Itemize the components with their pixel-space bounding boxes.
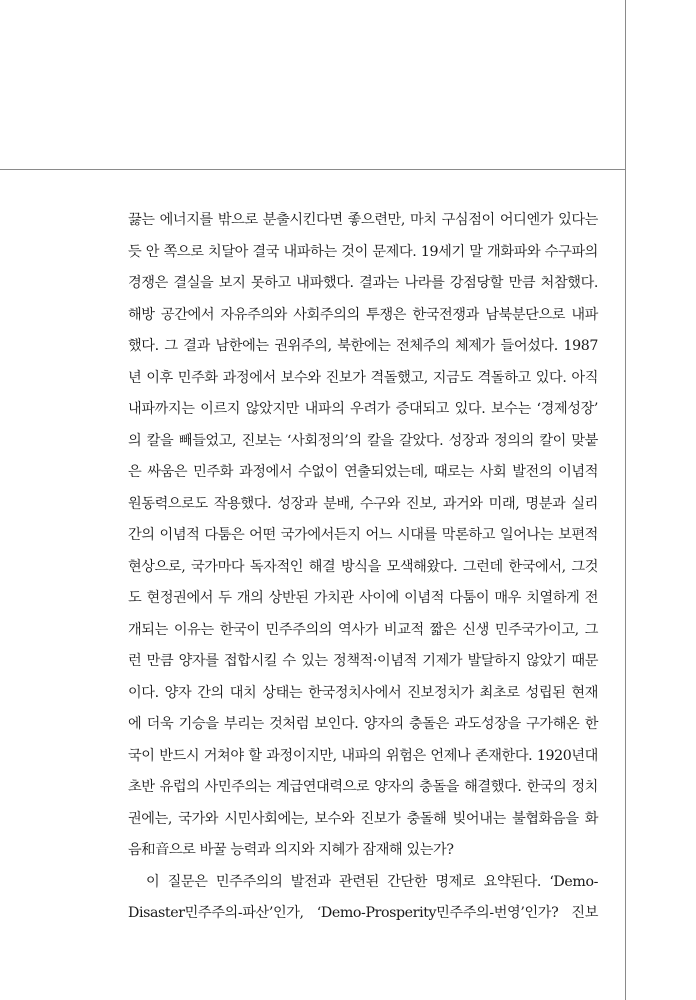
text-line: 간의 이념적 다툼은 어떤 국가에서든지 어느 시대를 막론하고 일어나는 보편적 [128, 527, 598, 543]
text-line: 국이 반드시 거쳐야 할 과정이지만, 내파의 위험은 언제나 존재한다. 1920년대 [128, 747, 598, 764]
text-line: 음和音으로 바꿀 능력과 의지와 지혜가 잠재해 있는가? [128, 842, 454, 858]
page-frame-vertical-rule [625, 0, 626, 1000]
text-line: 이다. 양자 간의 대치 상태는 한국정치사에서 진보정치가 최초로 성립된 현재 [128, 684, 598, 701]
text-line: 듯 안 쪽으로 치달아 결국 내파하는 것이 문제다. 19세기 말 개화파와 수구파의 [128, 243, 598, 260]
text-line: 했다. 그 결과 남한에는 권위주의, 북한에는 전체주의 체제가 들어섰다. 1987 [128, 338, 598, 354]
text-line: 년 이후 민주화 과정에서 보수와 진보가 격돌했고, 지금도 격돌하고 있다. 아직 [128, 369, 598, 386]
text-line: 이 질문은 민주주의의 발전과 관련된 간단한 명제로 요약된다. ‘Demo- [146, 873, 598, 890]
text-line: 개되는 이유는 한국이 민주주의의 역사가 비교적 짧은 신생 민주국가이고, 그 [128, 621, 598, 638]
text-line: 도 현정권에서 두 개의 상반된 가치관 사이에 이념적 다툼이 매우 치열하게 전 [128, 590, 598, 606]
text-line: 에 더욱 기승을 부리는 것처럼 보인다. 양자의 충돌은 과도성장을 구가해온 한 [128, 716, 598, 732]
text-line: 현상으로, 국가마다 독자적인 해결 방식을 모색해왔다. 그런데 한국에서, 그것 [128, 558, 598, 575]
text-line: Disaster민주주의-파산’인가, ‘Demo-Prosperity민주주의-번영’인가? 진보 [128, 905, 598, 921]
text-line: 의 칼을 빼들었고, 진보는 ‘사회정의’의 칼을 갈았다. 성장과 정의의 칼이 맞붙 [128, 432, 598, 449]
text-line: 원동력으로도 작용했다. 성장과 분배, 수구와 진보, 과거와 미래, 명분과 실리 [128, 495, 598, 512]
text-line: 런 만큼 양자를 접합시킬 수 있는 정책적·이념적 기제가 발달하지 않았기 때문 [128, 653, 598, 669]
text-line: 해방 공간에서 자유주의와 사회주의의 투쟁은 한국전쟁과 남북분단으로 내파 [128, 306, 598, 323]
body-text [128, 205, 598, 930]
text-line: 초반 유럽의 사민주의는 계급연대력으로 양자의 충돌을 해결했다. 한국의 정치 [128, 779, 598, 795]
text-line: 끓는 에너지를 밖으로 분출시킨다면 좋으련만, 마치 구심점이 어디엔가 있다는 [128, 212, 598, 228]
page-frame-horizontal-rule [0, 169, 626, 170]
text-line: 권에는, 국가와 시민사회에는, 보수와 진보가 충돌해 빚어내는 불협화음을 화 [128, 810, 598, 827]
text-line: 경쟁은 결실을 보지 못하고 내파했다. 결과는 나라를 강점당할 만큼 처참했다. [128, 275, 598, 291]
text-line: 내파까지는 이르지 않았지만 내파의 우려가 증대되고 있다. 보수는 ‘경제성장’ [128, 401, 598, 417]
text-line: 은 싸움은 민주화 과정에서 수없이 연출되었는데, 때로는 사회 발전의 이념적 [128, 464, 598, 480]
